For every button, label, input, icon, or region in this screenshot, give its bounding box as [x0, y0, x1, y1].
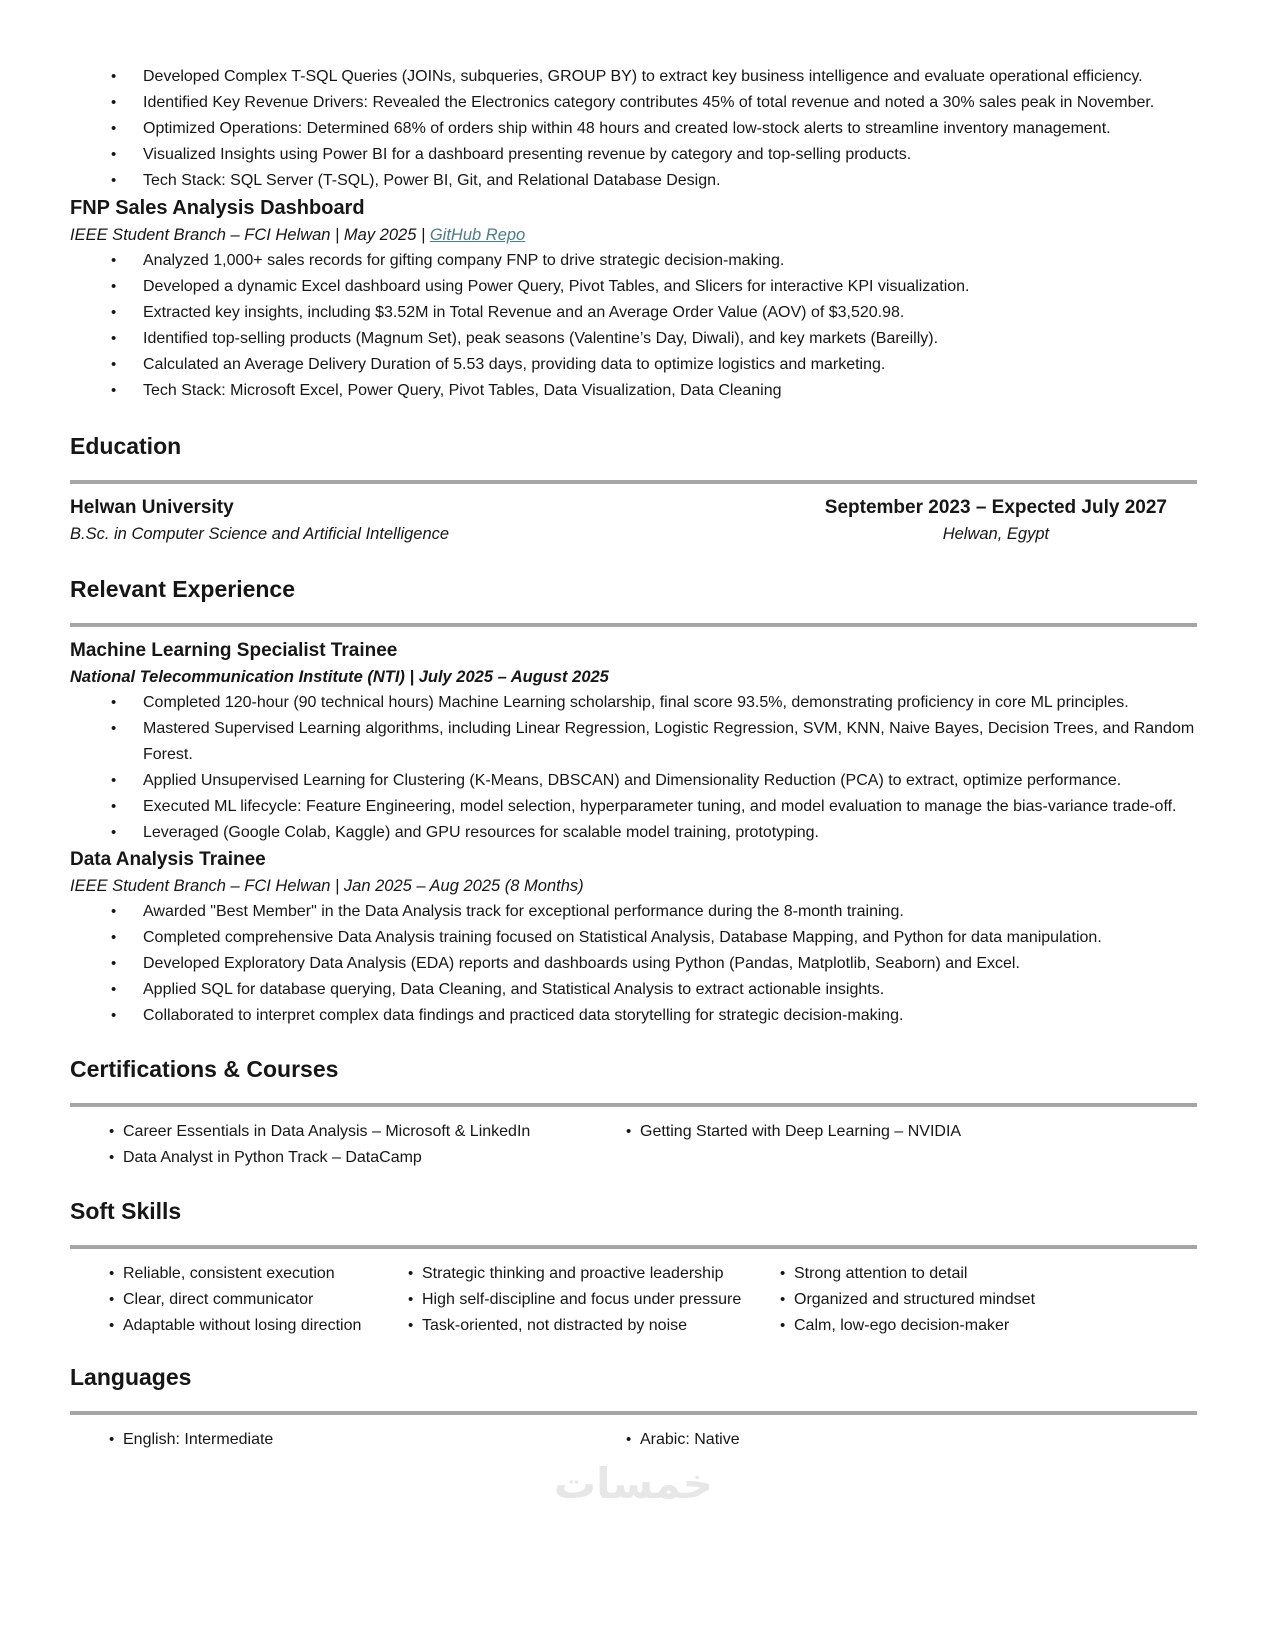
project-subtitle-fnp [70, 222, 1197, 248]
github-repo-link[interactable]: GitHub Repo [429, 226, 526, 244]
bullet-item: • Developed Exploratory Data Analysis (EDA) reports and dashboards using Python (Pandas, Matplotlib, Seaborn) and Excel. [70, 951, 1197, 977]
bullet-item: • Calculated an Average Delivery Duration of 5.53 days, providing data to optimize logistics and marketing. [70, 352, 1197, 378]
bullet-item: • Tech Stack: Microsoft Excel, Power Query, Pivot Tables, Data Visualization, Data Cleaning [70, 378, 1197, 404]
certification-item: • Data Analyst in Python Track – DataCamp [107, 1145, 624, 1171]
section-divider [70, 623, 1197, 627]
job-subtitle-data-analysis-trainee: IEEE Student Branch – FCI Helwan | Jan 2025 – Aug 2025 (8 Months) [70, 877, 584, 895]
language-item: • English: Intermediate [107, 1427, 624, 1453]
ml-trainee-bullet-list [70, 690, 1197, 846]
certifications-columns [70, 1119, 1197, 1171]
languages-columns [70, 1427, 1197, 1453]
soft-skill-item: • High self-discipline and focus under pressure [406, 1287, 778, 1313]
bullet-item: • Developed Complex T-SQL Queries (JOINs, subqueries, GROUP BY) to extract key business intelligence and evaluate operational efficiency. [70, 64, 1197, 90]
education-dates: September 2023 – Expected July 2027 [824, 497, 1167, 518]
section-divider [70, 480, 1197, 484]
education-location: Helwan, Egypt [942, 525, 1050, 543]
soft-skill-item: • Calm, low-ego decision-maker [778, 1313, 1035, 1339]
section-divider [70, 1103, 1197, 1107]
education-degree: B.Sc. in Computer Science and Artificial Intelligence [70, 525, 450, 543]
bullet-item: • Identified Key Revenue Drivers: Revealed the Electronics category contributes 45% of total revenue and noted a 30% sales peak in November. [70, 90, 1197, 116]
project-title-fnp: FNP Sales Analysis Dashboard [70, 197, 365, 219]
soft-skill-item: • Clear, direct communicator [107, 1287, 406, 1313]
soft-skill-item: • Reliable, consistent execution [107, 1261, 406, 1287]
section-heading-soft-skills: Soft Skills [70, 1198, 182, 1224]
certification-item: • Getting Started with Deep Learning – NVIDIA [624, 1119, 961, 1145]
section-heading-education: Education [70, 433, 182, 459]
soft-skills-column-2 [406, 1261, 778, 1339]
bullet-item: • Mastered Supervised Learning algorithms, including Linear Regression, Logistic Regression, SVM, KNN, Naive Bayes, Decision Trees, and Random Forest. [70, 716, 1197, 768]
section-divider [70, 1411, 1197, 1415]
language-item: • Arabic: Native [624, 1427, 740, 1453]
bullet-item: • Collaborated to interpret complex data findings and practiced data storytelling for strategic decision-making. [70, 1003, 1197, 1029]
bullet-item: • Visualized Insights using Power BI for a dashboard presenting revenue by category and top-selling products. [70, 142, 1197, 168]
bullet-item: • Applied SQL for database querying, Data Cleaning, and Statistical Analysis to extract actionable insights. [70, 977, 1197, 1003]
languages-column-1 [107, 1427, 624, 1453]
certifications-column-2 [624, 1119, 961, 1171]
section-divider [70, 1245, 1197, 1249]
bullet-item: • Executed ML lifecycle: Feature Engineering, model selection, hyperparameter tuning, and model evaluation to manage the bias-variance trade-off. [70, 794, 1197, 820]
education-school: Helwan University [70, 497, 234, 518]
section-heading-certifications: Certifications & Courses [70, 1056, 339, 1082]
soft-skill-item: • Strong attention to detail [778, 1261, 1035, 1287]
project-subtitle-text: IEEE Student Branch – FCI Helwan | May 2025 | [70, 226, 430, 244]
section-heading-experience: Relevant Experience [70, 576, 296, 602]
bullet-item: • Completed 120-hour (90 technical hours) Machine Learning scholarship, final score 93.5%, demonstrating proficiency in core ML principles. [70, 690, 1197, 716]
certifications-column-1 [107, 1119, 624, 1171]
soft-skills-column-1 [107, 1261, 406, 1339]
soft-skill-item: • Strategic thinking and proactive leadership [406, 1261, 778, 1287]
fnp-project-bullet-list [70, 248, 1197, 404]
soft-skills-column-3 [778, 1261, 1035, 1339]
bullet-item: • Applied Unsupervised Learning for Clustering (K-Means, DBSCAN) and Dimensionality Reduction (PCA) to extract, optimize performance. [70, 768, 1197, 794]
bullet-item: • Tech Stack: SQL Server (T-SQL), Power BI, Git, and Relational Database Design. [70, 168, 1197, 194]
education-entry [70, 494, 1197, 547]
data-analysis-bullet-list [70, 899, 1197, 1029]
bullet-item: • Optimized Operations: Determined 68% of orders ship within 48 hours and created low-stock alerts to streamline inventory management. [70, 116, 1197, 142]
soft-skill-item: • Adaptable without losing direction [107, 1313, 406, 1339]
soft-skills-columns [70, 1261, 1197, 1339]
soft-skill-item: • Task-oriented, not distracted by noise [406, 1313, 778, 1339]
soft-skill-item: • Organized and structured mindset [778, 1287, 1035, 1313]
bullet-item: • Analyzed 1,000+ sales records for gifting company FNP to drive strategic decision-making. [70, 248, 1197, 274]
job-subtitle-ml-trainee: National Telecommunication Institute (NTI) | July 2025 – August 2025 [70, 668, 609, 686]
job-title-ml-trainee: Machine Learning Specialist Trainee [70, 640, 398, 661]
bullet-item: • Extracted key insights, including $3.52M in Total Revenue and an Average Order Value (AOV) of $3,520.98. [70, 300, 1197, 326]
job-title-data-analysis-trainee: Data Analysis Trainee [70, 849, 266, 870]
sql-project-bullet-list [70, 64, 1197, 194]
education-left [70, 494, 449, 547]
certification-item: • Career Essentials in Data Analysis – Microsoft & LinkedIn [107, 1119, 624, 1145]
section-heading-languages: Languages [70, 1364, 192, 1390]
bullet-item: • Completed comprehensive Data Analysis training focused on Statistical Analysis, Database Mapping, and Python for data manipulation. [70, 925, 1197, 951]
khamsat-watermark: خمسات [553, 1459, 714, 1508]
bullet-item: • Identified top-selling products (Magnum Set), peak seasons (Valentine’s Day, Diwali), and key markets (Bareilly). [70, 326, 1197, 352]
bullet-item: • Leveraged (Google Colab, Kaggle) and GPU resources for scalable model training, prototyping. [70, 820, 1197, 846]
bullet-item: • Developed a dynamic Excel dashboard using Power Query, Pivot Tables, and Slicers for interactive KPI visualization. [70, 274, 1197, 300]
languages-column-2 [624, 1427, 740, 1453]
bullet-item: • Awarded "Best Member" in the Data Analysis track for exceptional performance during the 8-month training. [70, 899, 1197, 925]
education-right [825, 494, 1197, 547]
